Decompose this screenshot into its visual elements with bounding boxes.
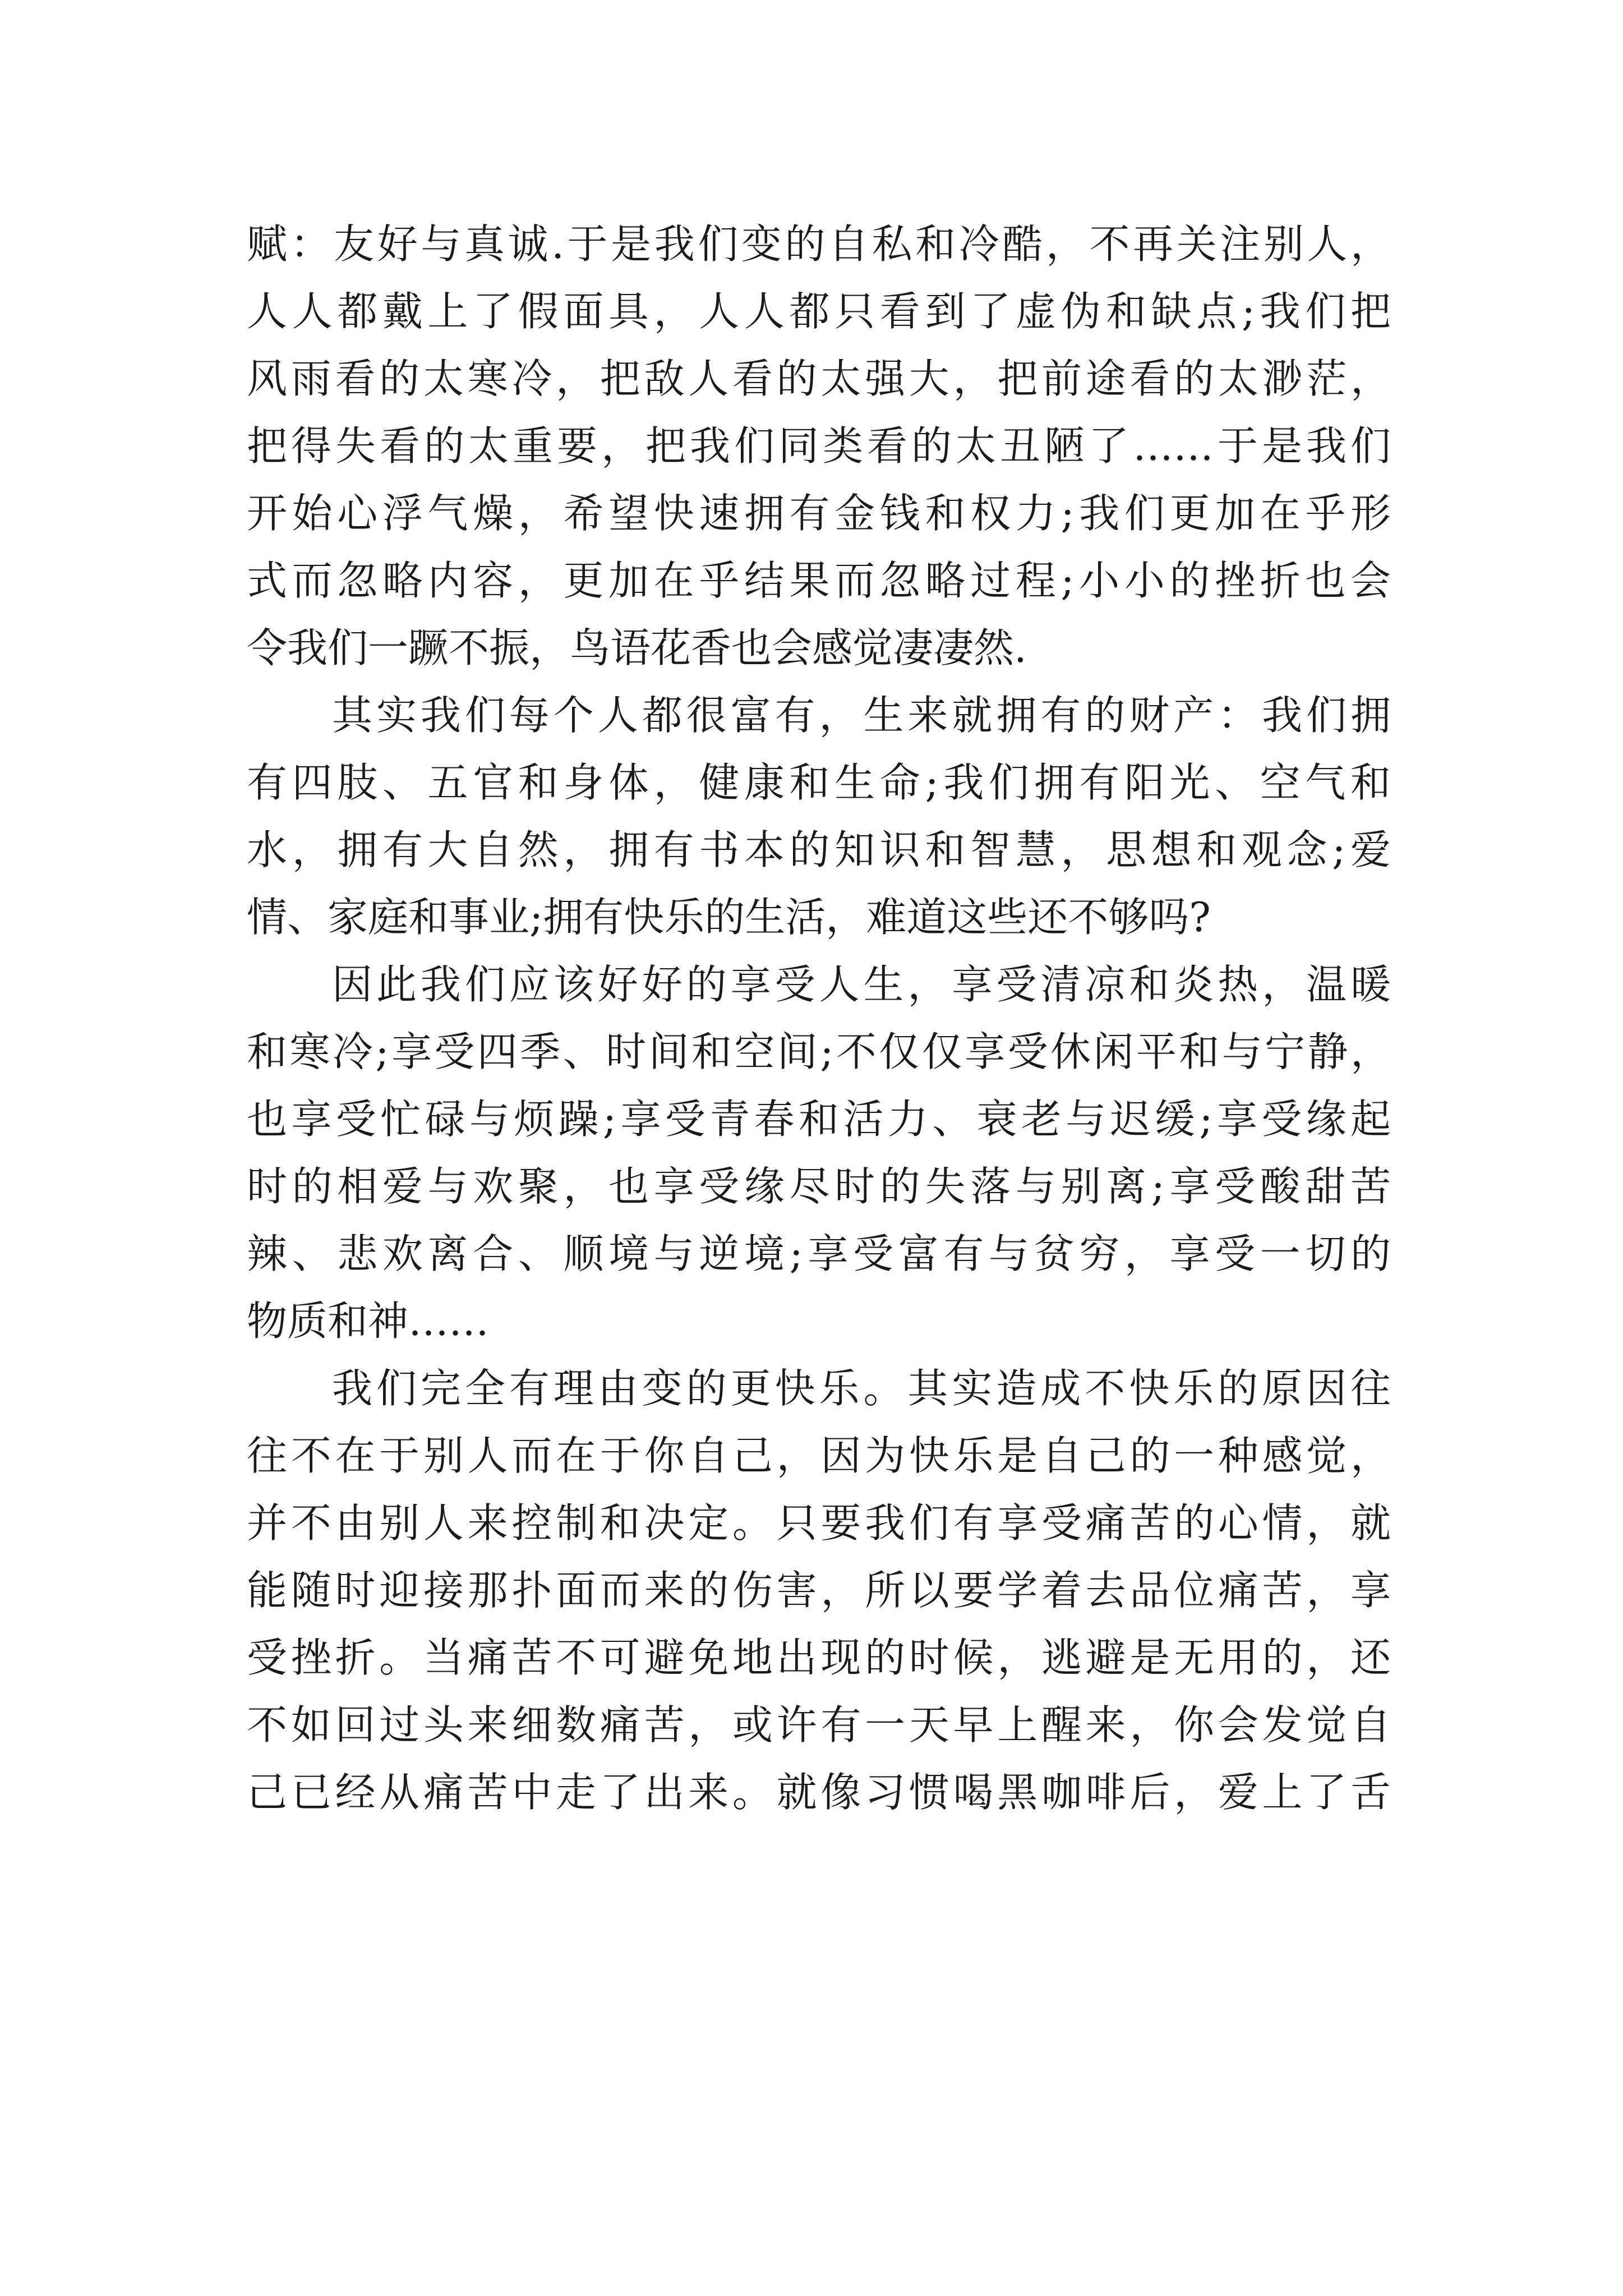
text-line: 开始心浮气燥，希望快速拥有金钱和权力;我们更加在乎形: [247, 490, 1391, 537]
text-line: 也享受忙碌与烦躁;享受青春和活力、衰老与迟缓;享受缘起: [247, 1096, 1391, 1143]
text-line: 和寒冷;享受四季、时间和空间;不仅仅享受休闲平和与宁静，: [247, 1028, 1391, 1075]
text-line: 受挫折。当痛苦不可避免地出现的时候，逃避是无用的，还: [247, 1634, 1391, 1681]
text-line: 赋：友好与真诚.于是我们变的自私和冷酷，不再关注别人，: [247, 220, 1391, 268]
text-line: 风雨看的太寒冷，把敌人看的太强大，把前途看的太渺茫，: [247, 355, 1391, 402]
text-line: 我们完全有理由变的更快乐。其实造成不快乐的原因往: [332, 1365, 1391, 1412]
body-text: [247, 210, 1391, 1826]
text-line: 并不由别人来控制和决定。只要我们有享受痛苦的心情，就: [247, 1499, 1391, 1547]
text-line: 辣、悲欢离合、顺境与逆境;享受富有与贫穷，享受一切的: [247, 1230, 1391, 1277]
paragraph-3: [247, 951, 1391, 1355]
text-line: 因此我们应该好好的享受人生，享受清凉和炎热，温暖: [332, 961, 1391, 1008]
text-line: 有四肢、五官和身体，健康和生命;我们拥有阳光、空气和: [247, 759, 1391, 806]
paragraph-2: [247, 682, 1391, 951]
text-line: 情、家庭和事业;拥有快乐的生活，难道这些还不够吗?: [247, 894, 1211, 941]
text-line: 式而忽略内容，更加在乎结果而忽略过程;小小的挫折也会: [247, 557, 1391, 604]
text-line: 令我们一蹶不振，鸟语花香也会感觉凄凄然.: [247, 624, 1027, 671]
paragraph-4: [247, 1355, 1391, 1826]
text-line: 水，拥有大自然，拥有书本的知识和智慧，思想和观念;爱: [247, 826, 1391, 873]
text-line: 时的相爱与欢聚，也享受缘尽时的失落与别离;享受酸甜苦: [247, 1163, 1391, 1210]
text-line: 把得失看的太重要，把我们同类看的太丑陋了……于是我们: [247, 422, 1391, 470]
text-line: 人人都戴上了假面具，人人都只看到了虚伪和缺点;我们把: [247, 288, 1391, 335]
text-line: 往不在于别人而在于你自己，因为快乐是自己的一种感觉，: [247, 1432, 1391, 1479]
text-line: 物质和神……: [247, 1297, 490, 1345]
text-line: 不如回过头来细数痛苦，或许有一天早上醒来，你会发觉自: [247, 1701, 1391, 1749]
text-line: 能随时迎接那扑面而来的伤害，所以要学着去品位痛苦，享: [247, 1567, 1391, 1614]
text-line: 己已经从痛苦中走了出来。就像习惯喝黑咖啡后，爱上了舌: [247, 1769, 1391, 1816]
text-line: 其实我们每个人都很富有，生来就拥有的财产：我们拥: [332, 692, 1391, 739]
paragraph-1: [247, 210, 1391, 682]
